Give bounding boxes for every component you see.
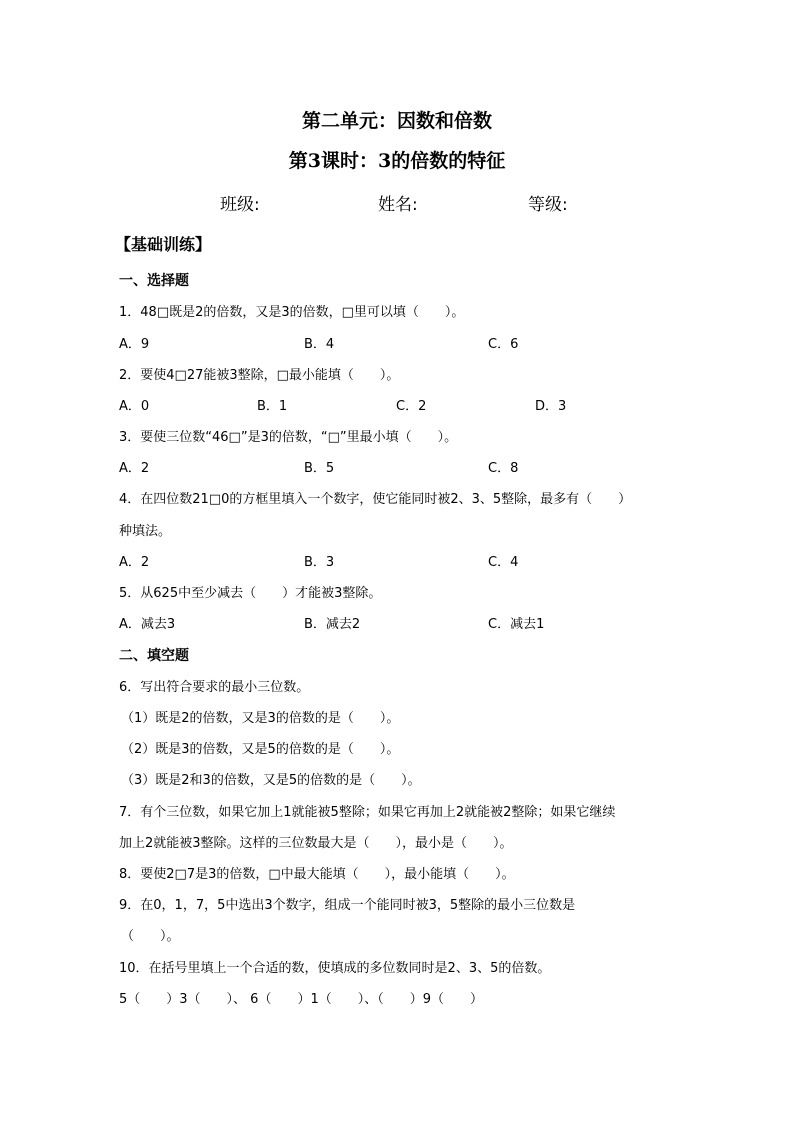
q3-option-c: C．8	[488, 461, 519, 476]
q5-option-b: B．减去2	[304, 617, 361, 632]
class-label: 班级:	[220, 195, 260, 215]
q1-option-c: C．6	[488, 337, 519, 352]
q3-option-a: A．2	[119, 461, 150, 476]
question-3: 3．要使三位数“46□”是3的倍数，“□”里最小填（ ）。	[119, 430, 458, 445]
question-6-part-3: （3）既是2和3的倍数，又是5的倍数的是（ ）。	[121, 773, 421, 788]
q3-option-b: B．5	[304, 461, 335, 476]
q5-option-c: C．减去1	[488, 617, 545, 632]
question-2: 2．要使4□27能被3整除，□最小能填（ ）。	[119, 368, 400, 383]
question-7-continued: 加上2就能被3整除。这样的三位数最大是（ ），最小是（ ）。	[119, 836, 513, 851]
page-title: 第二单元：因数和倍数	[301, 110, 492, 132]
question-6: 6．写出符合要求的最小三位数。	[119, 680, 310, 695]
name-label: 姓名:	[378, 195, 418, 215]
question-6-part-1: （1）既是2的倍数，又是3的倍数的是（ ）。	[121, 711, 400, 726]
q2-option-c: C．2	[396, 399, 427, 414]
basic-training-heading: 【基础训练】	[115, 235, 212, 254]
grade-label: 等级:	[528, 195, 568, 215]
question-1: 1．48□既是2的倍数，又是3的倍数，□里可以填（ ）。	[119, 305, 465, 320]
multiple-choice-heading: 一、选择题	[119, 273, 189, 289]
question-10-blanks: 5（ ）3（ ）、 6（ ）1（ ）、（ ）9（ ）	[119, 992, 483, 1007]
q4-option-c: C．4	[488, 555, 519, 570]
q4-option-a: A．2	[119, 555, 150, 570]
q4-option-b: B．3	[304, 555, 335, 570]
q2-option-d: D．3	[535, 399, 567, 414]
question-9: 9．在0，1，7，5中选出3个数字，组成一个能同时被3，5整除的最小三位数是	[119, 898, 576, 913]
question-5: 5．从625中至少减去（ ）才能被3整除。	[119, 586, 382, 601]
q1-option-b: B．4	[304, 337, 335, 352]
student-info-line	[0, 190, 794, 214]
question-8: 8．要使2□7是3的倍数，□中最大能填（ ），最小能填（ ）。	[119, 867, 515, 882]
q2-option-a: A．0	[119, 399, 150, 414]
q2-option-b: B．1	[257, 399, 288, 414]
q1-option-a: A．9	[119, 337, 150, 352]
question-4: 4．在四位数21□0的方框里填入一个数字，使它能同时被2、3、5整除，最多有（ ）	[119, 492, 632, 507]
question-10: 10．在括号里填上一个合适的数，使填成的多位数同时是2、3、5的倍数。	[119, 961, 551, 976]
question-9-continued: （ ）。	[121, 929, 180, 944]
question-6-part-2: （2）既是3的倍数，又是5的倍数的是（ ）。	[121, 742, 400, 757]
q5-option-a: A．减去3	[119, 617, 176, 632]
fill-in-heading: 二、填空题	[119, 648, 189, 664]
lesson-subtitle: 第3课时：3的倍数的特征	[288, 150, 506, 172]
question-4-continued: 种填法。	[119, 524, 172, 539]
question-7: 7．有个三位数，如果它加上1就能被5整除；如果它再加上2就能被2整除；如果它继续	[119, 805, 616, 820]
